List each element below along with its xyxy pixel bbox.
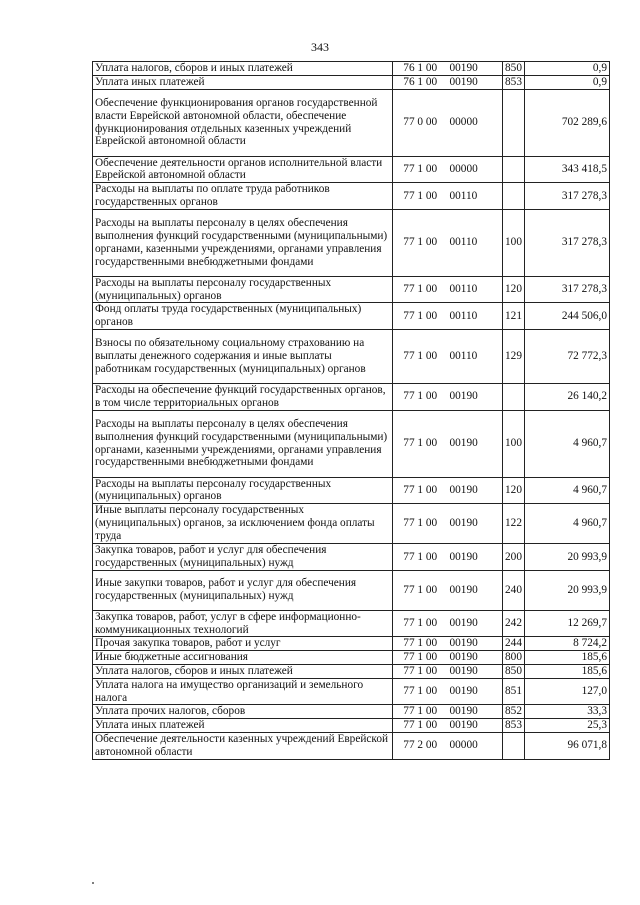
- table-row: [93, 544, 610, 571]
- row-amount-cell: 127,0: [525, 678, 610, 705]
- row-code-program-cell: 77 1 00: [393, 410, 448, 477]
- row-name-cell: Обеспечение деятельности казенных учреждений Еврейской автономной области: [93, 732, 393, 759]
- row-code-direction-cell: 00190: [448, 75, 503, 89]
- row-expense-type-cell: 100: [503, 410, 525, 477]
- row-code-direction-cell: 00190: [448, 678, 503, 705]
- row-amount-cell: 317 278,3: [525, 276, 610, 303]
- table-row: [93, 570, 610, 610]
- scan-speck: [92, 882, 94, 884]
- table-row: [93, 651, 610, 665]
- row-code-direction-cell: 00190: [448, 664, 503, 678]
- table-row: [93, 329, 610, 383]
- row-expense-type-cell: 120: [503, 477, 525, 504]
- row-code-program-cell: 76 1 00: [393, 62, 448, 76]
- row-code-program-cell: 77 1 00: [393, 209, 448, 276]
- row-name-cell: Иные выплаты персоналу государственных (муниципальных) органов, за исключением фонда оплаты труда: [93, 504, 393, 544]
- row-expense-type-cell: 240: [503, 570, 525, 610]
- row-code-program-cell: 77 0 00: [393, 89, 448, 156]
- row-code-program-cell: 77 1 00: [393, 719, 448, 733]
- row-name-cell: Обеспечение функционирования органов государственной власти Еврейской автономной области, обеспечение функционирования отдельных казенных учреждений Еврейской автономной области: [93, 89, 393, 156]
- table-row: [93, 732, 610, 759]
- row-amount-cell: 702 289,6: [525, 89, 610, 156]
- table-row: [93, 477, 610, 504]
- row-amount-cell: 317 278,3: [525, 209, 610, 276]
- row-code-program-cell: 77 1 00: [393, 383, 448, 410]
- row-expense-type-cell: 244: [503, 637, 525, 651]
- row-amount-cell: 72 772,3: [525, 329, 610, 383]
- row-code-program-cell: 77 1 00: [393, 651, 448, 665]
- table-row: [93, 705, 610, 719]
- row-code-direction-cell: 00110: [448, 183, 503, 210]
- table-row: [93, 276, 610, 303]
- row-amount-cell: 317 278,3: [525, 183, 610, 210]
- row-expense-type-cell: 850: [503, 62, 525, 76]
- row-name-cell: Расходы на выплаты персоналу государственных (муниципальных) органов: [93, 477, 393, 504]
- row-amount-cell: 33,3: [525, 705, 610, 719]
- row-code-program-cell: 77 1 00: [393, 678, 448, 705]
- row-code-program-cell: 77 1 00: [393, 329, 448, 383]
- row-code-program-cell: 76 1 00: [393, 75, 448, 89]
- row-code-program-cell: 77 1 00: [393, 705, 448, 719]
- row-name-cell: Иные бюджетные ассигнования: [93, 651, 393, 665]
- row-expense-type-cell: 852: [503, 705, 525, 719]
- row-expense-type-cell: 129: [503, 329, 525, 383]
- row-expense-type-cell: [503, 183, 525, 210]
- row-code-program-cell: 77 1 00: [393, 637, 448, 651]
- table-row: [93, 209, 610, 276]
- table-row: [93, 75, 610, 89]
- row-name-cell: Уплата налога на имущество организаций и земельного налога: [93, 678, 393, 705]
- row-name-cell: Расходы на обеспечение функций государственных органов, в том числе территориальных органов: [93, 383, 393, 410]
- row-expense-type-cell: 853: [503, 75, 525, 89]
- row-code-direction-cell: 00190: [448, 637, 503, 651]
- row-amount-cell: 4 960,7: [525, 504, 610, 544]
- row-name-cell: Взносы по обязательному социальному страхованию на выплаты денежного содержания и иные выплаты работникам государственных (муниципальных) органов: [93, 329, 393, 383]
- row-code-program-cell: 77 1 00: [393, 664, 448, 678]
- row-code-direction-cell: 00110: [448, 209, 503, 276]
- row-code-direction-cell: 00190: [448, 610, 503, 637]
- table-row: [93, 664, 610, 678]
- row-expense-type-cell: 850: [503, 664, 525, 678]
- row-amount-cell: 26 140,2: [525, 383, 610, 410]
- row-amount-cell: 4 960,7: [525, 410, 610, 477]
- row-amount-cell: 185,6: [525, 664, 610, 678]
- table-row: [93, 637, 610, 651]
- row-name-cell: Уплата иных платежей: [93, 75, 393, 89]
- row-expense-type-cell: [503, 156, 525, 183]
- row-code-direction-cell: 00110: [448, 303, 503, 330]
- row-code-program-cell: 77 1 00: [393, 544, 448, 571]
- row-code-program-cell: 77 1 00: [393, 303, 448, 330]
- row-code-direction-cell: 00000: [448, 89, 503, 156]
- row-name-cell: Уплата иных платежей: [93, 719, 393, 733]
- row-expense-type-cell: [503, 89, 525, 156]
- row-expense-type-cell: 800: [503, 651, 525, 665]
- row-code-direction-cell: 00190: [448, 383, 503, 410]
- row-name-cell: Расходы на выплаты по оплате труда работников государственных органов: [93, 183, 393, 210]
- row-code-direction-cell: 00000: [448, 156, 503, 183]
- row-expense-type-cell: 100: [503, 209, 525, 276]
- row-code-program-cell: 77 1 00: [393, 570, 448, 610]
- row-code-direction-cell: 00000: [448, 732, 503, 759]
- row-name-cell: Фонд оплаты труда государственных (муниципальных) органов: [93, 303, 393, 330]
- row-name-cell: Иные закупки товаров, работ и услуг для обеспечения государственных (муниципальных) нужд: [93, 570, 393, 610]
- budget-table-body: [93, 62, 610, 760]
- row-expense-type-cell: 851: [503, 678, 525, 705]
- row-name-cell: Уплата налогов, сборов и иных платежей: [93, 62, 393, 76]
- row-expense-type-cell: 120: [503, 276, 525, 303]
- row-code-direction-cell: 00190: [448, 410, 503, 477]
- row-amount-cell: 20 993,9: [525, 544, 610, 571]
- table-row: [93, 504, 610, 544]
- row-code-direction-cell: 00190: [448, 719, 503, 733]
- table-row: [93, 183, 610, 210]
- row-code-program-cell: 77 1 00: [393, 183, 448, 210]
- row-name-cell: Расходы на выплаты персоналу в целях обеспечения выполнения функций государственными (муниципальными) органами, казенными учреждениями, органами управления государственными внебюджетными фондами: [93, 410, 393, 477]
- table-row: [93, 89, 610, 156]
- row-code-program-cell: 77 1 00: [393, 156, 448, 183]
- table-row: [93, 410, 610, 477]
- row-name-cell: Закупка товаров, работ и услуг для обеспечения государственных (муниципальных) нужд: [93, 544, 393, 571]
- row-code-direction-cell: 00110: [448, 276, 503, 303]
- row-code-direction-cell: 00190: [448, 504, 503, 544]
- row-code-direction-cell: 00190: [448, 705, 503, 719]
- table-row: [93, 303, 610, 330]
- row-amount-cell: 20 993,9: [525, 570, 610, 610]
- table-row: [93, 62, 610, 76]
- table-row: [93, 719, 610, 733]
- table-row: [93, 383, 610, 410]
- row-amount-cell: 0,9: [525, 75, 610, 89]
- row-expense-type-cell: 122: [503, 504, 525, 544]
- row-amount-cell: 343 418,5: [525, 156, 610, 183]
- table-row: [93, 610, 610, 637]
- row-code-program-cell: 77 1 00: [393, 276, 448, 303]
- row-name-cell: Обеспечение деятельности органов исполнительной власти Еврейской автономной области: [93, 156, 393, 183]
- row-expense-type-cell: 242: [503, 610, 525, 637]
- table-row: [93, 678, 610, 705]
- row-code-direction-cell: 00110: [448, 329, 503, 383]
- row-amount-cell: 244 506,0: [525, 303, 610, 330]
- row-name-cell: Расходы на выплаты персоналу государственных (муниципальных) органов: [93, 276, 393, 303]
- row-amount-cell: 185,6: [525, 651, 610, 665]
- row-code-program-cell: 77 1 00: [393, 610, 448, 637]
- row-amount-cell: 8 724,2: [525, 637, 610, 651]
- row-name-cell: Уплата налогов, сборов и иных платежей: [93, 664, 393, 678]
- row-expense-type-cell: 200: [503, 544, 525, 571]
- row-expense-type-cell: 121: [503, 303, 525, 330]
- row-expense-type-cell: 853: [503, 719, 525, 733]
- row-expense-type-cell: [503, 383, 525, 410]
- row-amount-cell: 25,3: [525, 719, 610, 733]
- row-code-direction-cell: 00190: [448, 651, 503, 665]
- row-amount-cell: 0,9: [525, 62, 610, 76]
- row-code-direction-cell: 00190: [448, 477, 503, 504]
- row-code-direction-cell: 00190: [448, 570, 503, 610]
- row-code-program-cell: 77 1 00: [393, 504, 448, 544]
- row-amount-cell: 96 071,8: [525, 732, 610, 759]
- row-amount-cell: 4 960,7: [525, 477, 610, 504]
- page-number: 343: [311, 40, 329, 54]
- row-expense-type-cell: [503, 732, 525, 759]
- table-row: [93, 156, 610, 183]
- row-amount-cell: 12 269,7: [525, 610, 610, 637]
- row-code-direction-cell: 00190: [448, 62, 503, 76]
- row-name-cell: Уплата прочих налогов, сборов: [93, 705, 393, 719]
- row-code-program-cell: 77 2 00: [393, 732, 448, 759]
- row-name-cell: Расходы на выплаты персоналу в целях обеспечения выполнения функций государственными (муниципальными) органами, казенными учреждениями, органами управления государственными внебюджетными фондами: [93, 209, 393, 276]
- budget-table: [92, 61, 610, 760]
- row-name-cell: Прочая закупка товаров, работ и услуг: [93, 637, 393, 651]
- row-code-program-cell: 77 1 00: [393, 477, 448, 504]
- row-name-cell: Закупка товаров, работ, услуг в сфере информационно-коммуникационных технологий: [93, 610, 393, 637]
- row-code-direction-cell: 00190: [448, 544, 503, 571]
